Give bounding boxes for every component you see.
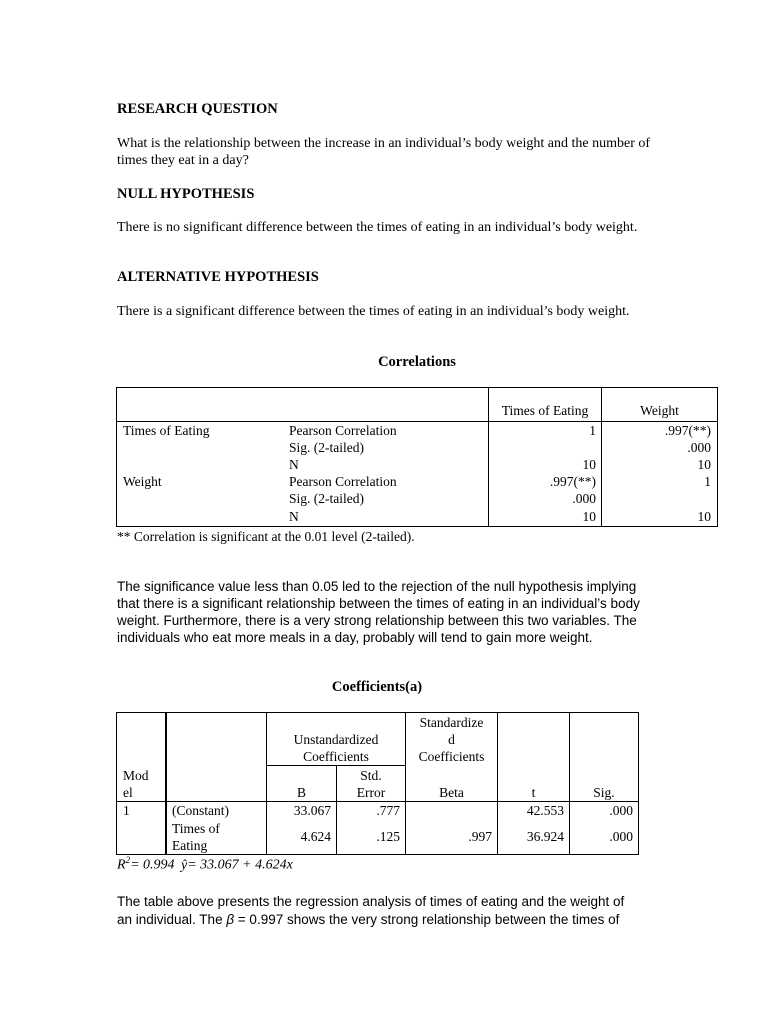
beta-symbol: β <box>226 912 235 927</box>
cell-r2-n-times: 10 <box>582 509 596 524</box>
row1-sig: .000 <box>609 803 633 818</box>
equation-yhat: ŷ <box>181 857 188 873</box>
cell-r2-pearson-weight: 1 <box>704 474 711 489</box>
research-question-text: What is the relationship between the increase in an individual’s body weight and the number of times they eat in a day? <box>117 136 651 168</box>
coefficients-model-rule <box>165 712 167 855</box>
significance-paragraph: The significance value less than 0.05 led to the rejection of the null hypothesis implying that there is a significant relationship between the times of eating in an individual’s body weight. Furthermore, there is a very strong relationship between this two variables. The individuals who eat more meals in a day, probably will tend to gain more weight. <box>117 579 640 645</box>
row2-se: .125 <box>376 829 400 844</box>
cell-r2-n-weight: 10 <box>697 509 711 524</box>
null-hypothesis-text: There is no significant difference between the times of eating in an individual’s body weight. <box>117 220 638 235</box>
header-unstandardized-1: Unstandardized <box>293 732 379 747</box>
alternative-hypothesis-text: There is a significant difference between the times of eating in an individual’s body weight. <box>117 304 630 319</box>
stat-sig: Sig. (2-tailed) <box>289 440 364 455</box>
row2-b: 4.624 <box>300 829 331 844</box>
correlations-title: Correlations <box>378 354 456 370</box>
row-label-weight: Weight <box>123 474 162 489</box>
header-standardized-2: d <box>448 732 455 747</box>
row1-t: 42.553 <box>526 803 564 818</box>
row2-label-1: Times of <box>172 821 220 836</box>
cell-r1-n-weight: 10 <box>697 457 711 472</box>
header-standardized-1: Standardize <box>419 715 484 730</box>
correlations-col-rule-1 <box>488 387 489 527</box>
header-se-1: Std. <box>360 768 382 783</box>
coefficients-group-rule <box>266 765 405 766</box>
row-label-times-of-eating: Times of Eating <box>123 423 210 438</box>
research-question-heading: RESEARCH QUESTION <box>117 101 278 117</box>
cell-r1-pearson-times: 1 <box>589 423 596 438</box>
regression-line2-post: = 0.997 shows the very strong relationship between the times of <box>234 912 620 927</box>
row2-label-2: Eating <box>172 838 208 853</box>
header-unstandardized-2: Coefficients <box>303 749 369 764</box>
correlations-col-rule-2 <box>601 387 602 527</box>
header-b: B <box>296 785 306 800</box>
correlations-footnote: ** Correlation is significant at the 0.01 level (2-tailed). <box>117 529 415 544</box>
stat-n: N <box>289 509 299 524</box>
header-sig: Sig. <box>593 785 615 800</box>
row1-b: 33.067 <box>293 803 331 818</box>
equation-formula: = 33.067 + 4.624x <box>187 857 293 873</box>
regression-equation <box>117 855 293 874</box>
coefficients-title: Coefficients(a) <box>331 679 423 695</box>
row2-sig: .000 <box>609 829 633 844</box>
regression-paragraph-line2 <box>117 911 619 928</box>
stat-sig: Sig. (2-tailed) <box>289 491 364 506</box>
col-header-times-of-eating: Times of Eating <box>501 403 589 418</box>
header-standardized-3: Coefficients <box>418 749 485 764</box>
row1-label: (Constant) <box>172 803 229 818</box>
equation-r-sup: 2 <box>125 855 131 865</box>
stat-n: N <box>289 457 299 472</box>
equation-r-value: = 0.994 <box>130 857 175 873</box>
cell-r2-sig-times: .000 <box>572 491 596 506</box>
equation-r: R <box>117 857 126 873</box>
header-se-2: Error <box>356 785 386 800</box>
stat-pearson: Pearson Correlation <box>289 474 397 489</box>
cell-r1-sig-weight: .000 <box>687 440 711 455</box>
header-beta: Beta <box>439 785 464 800</box>
regression-line2-pre: an individual. The <box>117 912 227 927</box>
cell-r1-pearson-weight: .997(**) <box>664 423 711 438</box>
row2-beta: .997 <box>468 829 492 844</box>
cell-r1-n-times: 10 <box>582 457 596 472</box>
row1-se: .777 <box>376 803 400 818</box>
regression-paragraph-line1: The table above presents the regression analysis of times of eating and the weight of <box>117 894 625 909</box>
row2-t: 36.924 <box>526 829 564 844</box>
header-model-2: el <box>123 785 133 800</box>
row1-model: 1 <box>123 803 130 818</box>
header-t: t <box>531 785 536 800</box>
null-hypothesis-heading: NULL HYPOTHESIS <box>117 186 255 202</box>
cell-r2-pearson-times: .997(**) <box>549 474 596 489</box>
header-model-1: Mod <box>123 768 149 783</box>
alternative-hypothesis-heading: ALTERNATIVE HYPOTHESIS <box>117 269 319 285</box>
stat-pearson: Pearson Correlation <box>289 423 397 438</box>
col-header-weight: Weight <box>640 403 679 418</box>
